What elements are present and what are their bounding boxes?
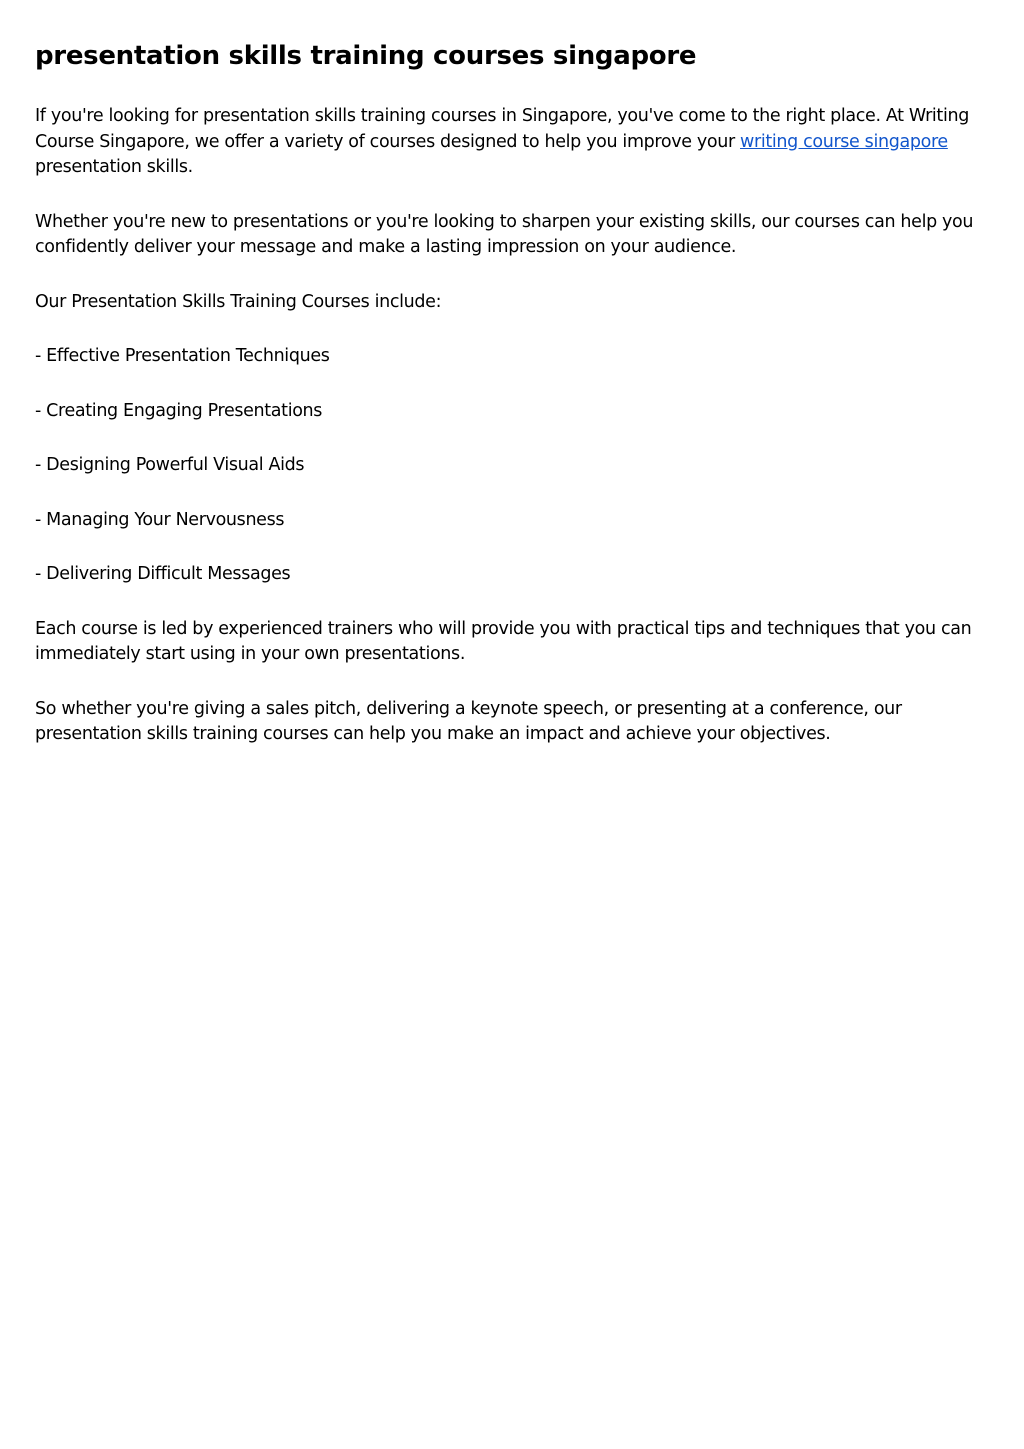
course-list-intro: Our Presentation Skills Training Courses include: (35, 291, 442, 312)
paragraph-whether-new: Whether you're new to presentations or you're looking to sharpen your existing skills, our courses can help you confidently deliver your message and make a lasting impression on your audience. (35, 211, 974, 257)
intro-paragraph (35, 104, 980, 181)
writing-course-singapore-link[interactable]: writing course singapore (740, 131, 948, 152)
paragraph-closing: So whether you're giving a sales pitch, delivering a keynote speech, or presenting at a conference, our presentation skills training courses can help you make an impact and achieve your objectives. (35, 698, 902, 744)
paragraph-trainers: Each course is led by experienced trainers who will provide you with practical tips and techniques that you can immediately start using in your own presentations. (35, 618, 972, 664)
list-item: - Delivering Difficult Messages (35, 564, 291, 584)
list-item: - Designing Powerful Visual Aids (35, 455, 305, 475)
list-item: - Effective Presentation Techniques (35, 346, 330, 366)
intro-text-after-link: presentation skills. (35, 157, 193, 177)
page-title: presentation skills training courses singapore (35, 41, 697, 71)
list-item: - Creating Engaging Presentations (35, 400, 323, 421)
document-page (35, 38, 980, 777)
list-item: - Managing Your Nervousness (35, 509, 285, 530)
intro-text-before-link: If you're looking for presentation skills training courses in Singapore, you've come to the right place. At Writing Course Singapore, we offer a variety of courses designed to help you improve your (35, 106, 969, 152)
